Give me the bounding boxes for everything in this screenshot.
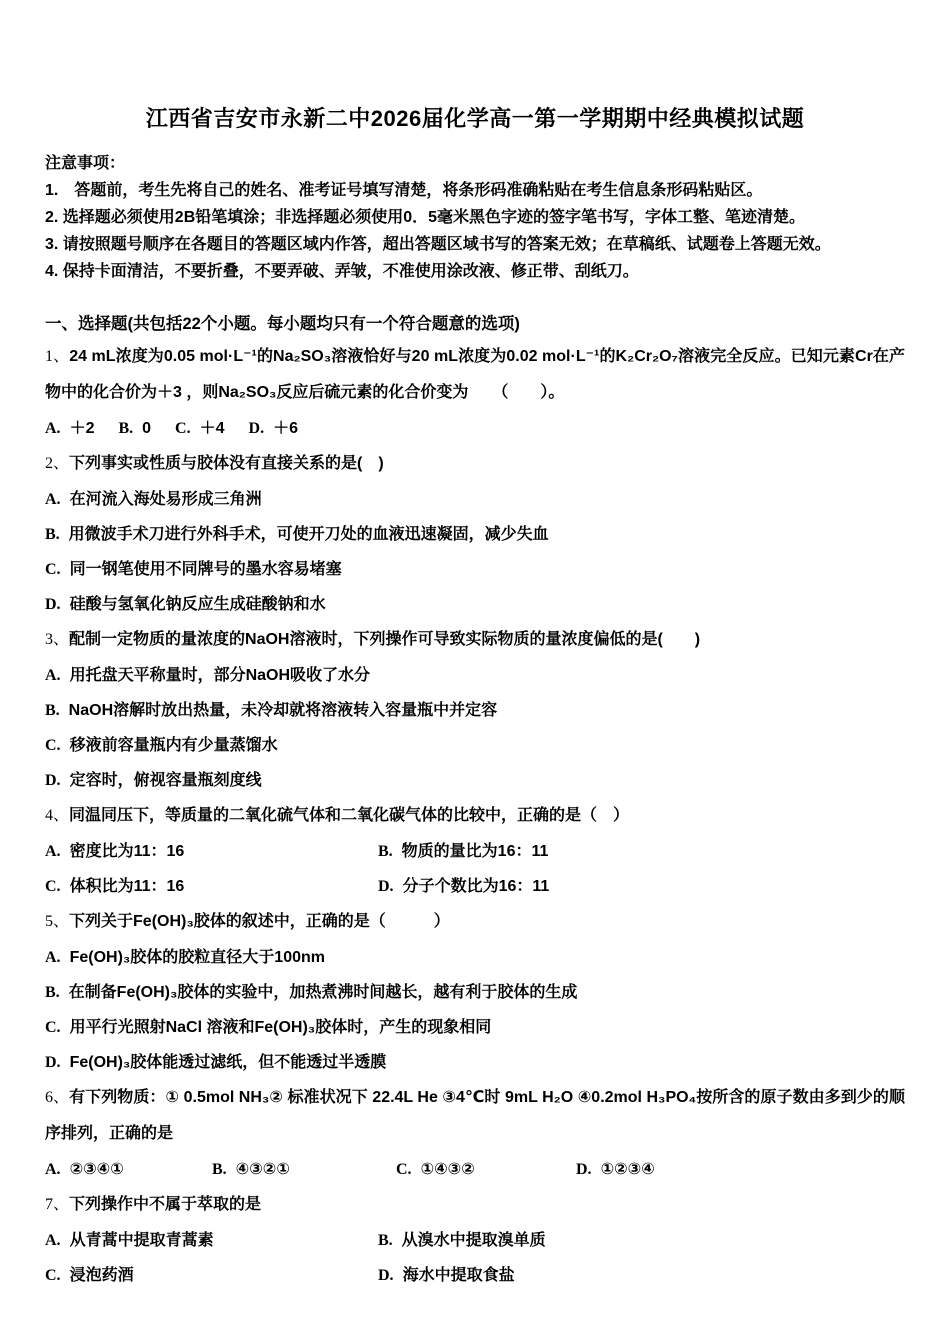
question-5-option-b (45, 975, 905, 1010)
question-1-text: 24 mL浓度为0.05 mol·L⁻¹的Na₂SO₃溶液恰好与20 mL浓度为0.02 mol·L⁻¹的K₂Cr₂O₇溶液完全反应。已知元素Cr在产物中的化合价为＋3 ，则Na₂SO₃反应后硫元素的化合价变为 （ ）。 (45, 348, 905, 401)
notice-item-1: 1. 答题前，考生先将自己的姓名、准考证号填写清楚，将条形码准确粘贴在考生信息条形码粘贴区。 (45, 182, 763, 199)
question-7-text: 下列操作中不属于萃取的是 (69, 1196, 262, 1213)
option-text: 移液前容量瓶内有少量蒸馏水 (69, 737, 278, 754)
option-label: C. (175, 420, 191, 437)
question-5-number: 5、 (45, 913, 70, 930)
option-label: D. (45, 772, 61, 789)
question-2-option-c (45, 552, 905, 587)
option-label: A. (45, 1232, 61, 1249)
question-4-option-d (378, 869, 905, 904)
question-5-option-d (45, 1045, 905, 1080)
option-label: B. (45, 984, 60, 1001)
question-6-option-a (45, 1152, 212, 1187)
question-7 (45, 1187, 905, 1293)
option-text: 浸泡药酒 (69, 1267, 134, 1284)
option-label: C. (45, 878, 61, 895)
option-text: ②③④① (69, 1161, 124, 1178)
question-1-number: 1、 (45, 348, 70, 365)
option-text: 分子个数比为16：11 (402, 878, 550, 895)
option-label: C. (45, 737, 61, 754)
option-text: 海水中提取食盐 (402, 1267, 515, 1284)
option-text: 物质的量比为16：11 (401, 843, 549, 860)
question-7-option-c (45, 1258, 378, 1293)
notice-item-3: 3. 请按照题号顺序在各题目的答题区域内作答，超出答题区域书写的答案无效；在草稿纸、试题卷上答题无效。 (45, 236, 831, 253)
option-text: 密度比为11：16 (69, 843, 185, 860)
notice-heading: 注意事项： (45, 155, 126, 172)
option-text: Fe(OH)₃胶体的胶粒直径大于100nm (69, 949, 325, 966)
option-label: D. (45, 596, 61, 613)
question-2-option-d (45, 587, 905, 622)
option-text: NaOH溶解时放出热量，未冷却就将溶液转入容量瓶中并定容 (68, 702, 498, 719)
question-4 (45, 798, 905, 904)
option-label: D. (45, 1054, 61, 1071)
option-label: B. (118, 420, 134, 437)
option-label: C. (45, 1019, 61, 1036)
option-text: ④③②① (235, 1161, 290, 1178)
question-1-stem (45, 339, 905, 411)
question-6-option-c (396, 1152, 576, 1187)
question-2-text: 下列事实或性质与胶体没有直接关系的是( ) (69, 455, 384, 472)
question-2 (45, 446, 905, 622)
question-4-stem (45, 798, 905, 834)
option-label: B. (378, 1232, 393, 1249)
question-1-options (45, 411, 905, 446)
question-4-option-a (45, 834, 378, 869)
option-text: Fe(OH)₃胶体能透过滤纸，但不能透过半透膜 (69, 1054, 387, 1071)
option-label: A. (45, 667, 61, 684)
question-6-options (45, 1152, 905, 1187)
option-label: A. (45, 949, 61, 966)
question-6-stem (45, 1080, 905, 1152)
question-2-stem (45, 446, 905, 482)
question-7-option-b (378, 1223, 905, 1258)
question-3 (45, 622, 905, 798)
question-7-stem (45, 1187, 905, 1223)
question-4-options (45, 834, 905, 904)
question-2-options (45, 482, 905, 622)
option-text: ＋4 (199, 420, 225, 437)
option-text: 在河流入海处易形成三角洲 (69, 491, 262, 508)
section-heading: 一、选择题(共包括22个小题。每小题均只有一个符合题意的选项) (45, 315, 520, 333)
question-6-number: 6、 (45, 1089, 70, 1106)
option-text: 用微波手术刀进行外科手术，可使开刀处的血液迅速凝固，减少失血 (68, 526, 549, 543)
option-text: ①④③② (420, 1161, 475, 1178)
question-2-option-a (45, 482, 905, 517)
question-3-option-a (45, 658, 905, 693)
option-label: B. (212, 1161, 227, 1178)
option-text: 同一钢笔使用不同牌号的墨水容易堵塞 (69, 561, 342, 578)
question-6-option-b (212, 1152, 396, 1187)
question-7-number: 7、 (45, 1196, 70, 1213)
page-title: 江西省吉安市永新二中2026届化学高一第一学期期中经典模拟试题 (145, 106, 805, 131)
question-6 (45, 1080, 905, 1187)
question-5-option-c (45, 1010, 905, 1045)
question-5-options (45, 940, 905, 1080)
question-3-options (45, 658, 905, 798)
option-label: A. (45, 491, 61, 508)
question-7-option-a (45, 1223, 378, 1258)
question-3-stem (45, 622, 905, 658)
question-3-text: 配制一定物质的量浓度的NaOH溶液时，下列操作可导致实际物质的量浓度偏低的是( ) (69, 631, 701, 648)
question-7-option-d (378, 1258, 905, 1293)
option-label: C. (45, 1267, 61, 1284)
option-label: A. (45, 1161, 61, 1178)
option-text: ①②③④ (600, 1161, 655, 1178)
option-text: 从青蒿中提取青蒿素 (69, 1232, 214, 1249)
question-4-number: 4、 (45, 807, 70, 824)
question-1-option-b (118, 411, 151, 446)
option-text: 在制备Fe(OH)₃胶体的实验中，加热煮沸时间越长，越有利于胶体的生成 (68, 984, 578, 1001)
question-5-option-a (45, 940, 905, 975)
question-3-option-c (45, 728, 905, 763)
question-2-number: 2、 (45, 455, 70, 472)
option-label: B. (45, 702, 60, 719)
option-text: 0 (142, 420, 152, 437)
option-label: D. (248, 420, 265, 437)
question-5-stem (45, 904, 905, 940)
option-text: 硅酸与氢氧化钠反应生成硅酸钠和水 (69, 596, 326, 613)
notice-item-2: 2. 选择题必须使用2B铅笔填涂；非选择题必须使用0．5毫米黑色字迹的签字笔书写，字体工整、笔迹清楚。 (45, 209, 806, 226)
question-4-option-c (45, 869, 378, 904)
option-text: 从溴水中提取溴单质 (401, 1232, 546, 1249)
question-5 (45, 904, 905, 1080)
option-text: 用托盘天平称量时，部分NaOH吸收了水分 (69, 667, 371, 684)
question-1-option-c (175, 411, 224, 446)
question-2-option-b (45, 517, 905, 552)
question-7-options (45, 1223, 905, 1293)
option-label: D. (378, 1267, 394, 1284)
option-label: A. (45, 843, 61, 860)
question-6-option-d (576, 1152, 905, 1187)
option-text: ＋6 (273, 420, 298, 437)
question-1 (45, 339, 905, 446)
option-text: 定容时，俯视容量瓶刻度线 (69, 772, 262, 789)
question-1-option-d (249, 411, 298, 446)
notice-item-4: 4. 保持卡面清洁，不要折叠，不要弄破、弄皱，不准使用涂改液、修正带、刮纸刀。 (45, 263, 639, 280)
notice-section (45, 150, 905, 285)
question-1-option-a (45, 411, 94, 446)
question-6-text: 有下列物质：① 0.5mol NH₃② 标准状况下 22.4L He ③4℃时 9mL H₂O ④0.2mol H₃PO₄按所含的原子数由多到少的顺序排列，正确的是 (45, 1089, 905, 1142)
option-label: D. (378, 878, 394, 895)
question-4-text: 同温同压下，等质量的二氧化硫气体和二氧化碳气体的比较中，正确的是（ ） (69, 807, 630, 824)
question-4-option-b (378, 834, 905, 869)
option-label: C. (45, 561, 61, 578)
option-text: ＋2 (69, 420, 95, 437)
option-label: C. (396, 1161, 412, 1178)
question-5-text: 下列关于Fe(OH)₃胶体的叙述中，正确的是（ ） (69, 913, 450, 930)
question-3-number: 3、 (45, 631, 70, 648)
question-3-option-b (45, 693, 905, 728)
option-label: B. (378, 843, 393, 860)
option-label: B. (45, 526, 60, 543)
option-label: D. (576, 1161, 592, 1178)
option-label: A. (45, 420, 61, 437)
option-text: 体积比为11：16 (69, 878, 185, 895)
option-text: 用平行光照射NaCl 溶液和Fe(OH)₃胶体时，产生的现象相同 (69, 1019, 492, 1036)
question-3-option-d (45, 763, 905, 798)
